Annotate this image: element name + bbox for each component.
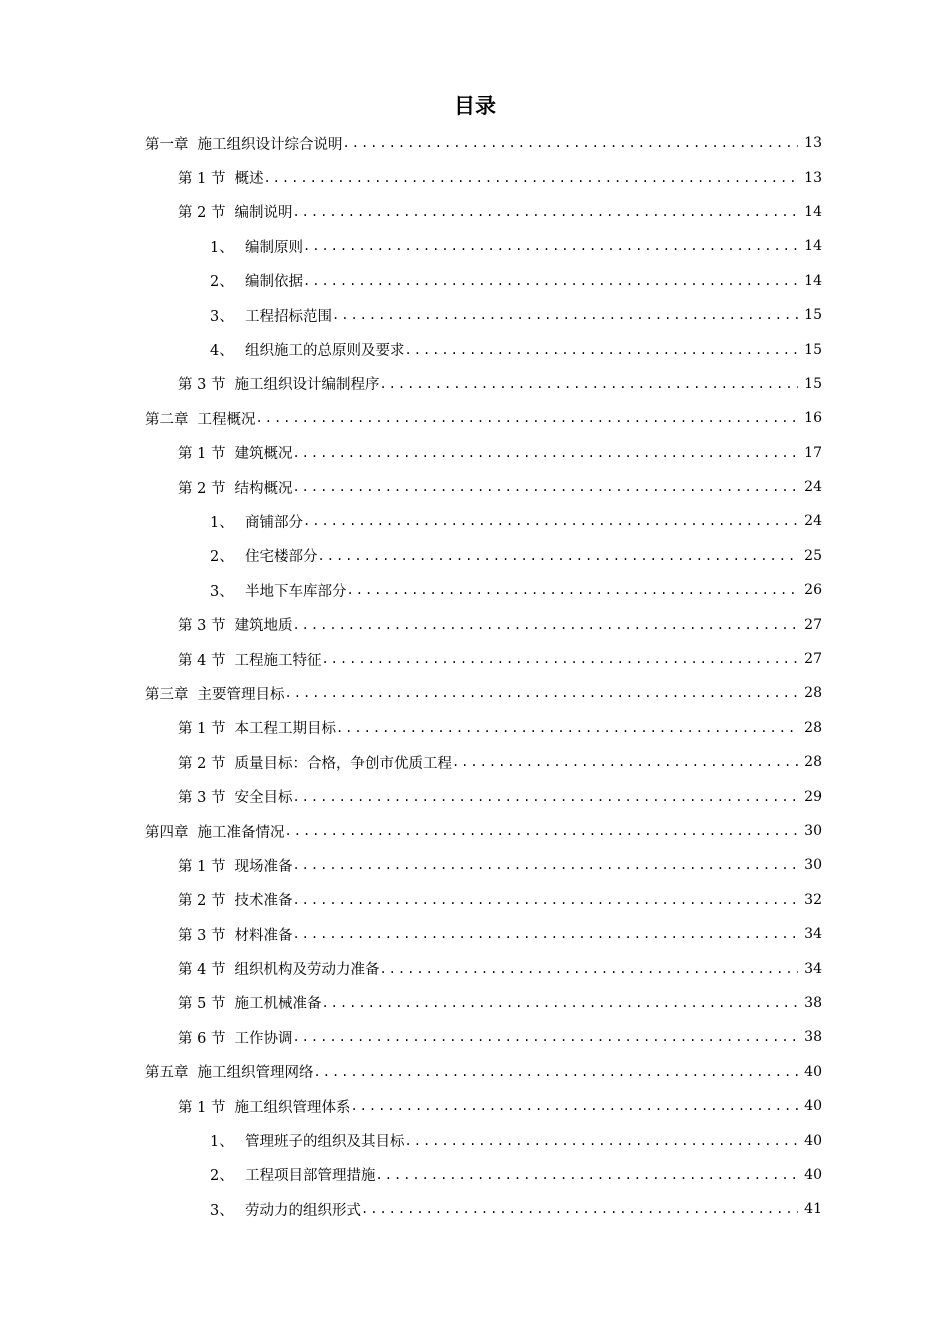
- toc-entry-page-number: 25: [804, 547, 822, 564]
- toc-entry-page-number: 27: [804, 651, 822, 668]
- toc-entry-title: 安全目标: [234, 790, 293, 807]
- toc-list: [0, 126, 950, 1227]
- toc-entry-number: 第 3 节: [178, 377, 226, 394]
- dot-leader: [285, 686, 799, 700]
- toc-entry[interactable]: [0, 160, 950, 194]
- toc-entry-page-number: 40: [804, 1063, 822, 1080]
- toc-entry-page-number: 32: [804, 891, 822, 908]
- toc-entry-page-number: 14: [804, 238, 822, 255]
- toc-entry-page-number: 40: [804, 1098, 822, 1115]
- toc-entry-number: 3、: [210, 1202, 234, 1219]
- toc-entry-title: 组织施工的总原则及要求: [245, 343, 405, 360]
- toc-entry[interactable]: [0, 986, 950, 1020]
- dot-leader: [285, 824, 799, 838]
- toc-entry-title: 半地下车库部分: [245, 583, 347, 600]
- toc-entry[interactable]: [0, 883, 950, 917]
- toc-entry-title: 住宅楼部分: [245, 549, 318, 566]
- toc-entry-title: 材料准备: [234, 927, 293, 944]
- toc-entry-number: 第五章: [145, 1065, 189, 1082]
- toc-entry-page-number: 24: [804, 479, 822, 496]
- toc-entry-title: 主要管理目标: [197, 686, 285, 703]
- dot-leader: [292, 790, 798, 804]
- toc-entry[interactable]: [0, 573, 950, 607]
- toc-entry-number: 第 2 节: [178, 893, 226, 910]
- toc-entry-number: 第 1 节: [178, 171, 226, 188]
- toc-entry-title: 现场准备: [234, 858, 293, 875]
- toc-entry[interactable]: [0, 470, 950, 504]
- toc-entry-number: 第 1 节: [178, 1099, 226, 1116]
- toc-entry-title: 施工机械准备: [234, 996, 322, 1013]
- toc-entry-number: 第 2 节: [178, 205, 226, 222]
- toc-entry-title: 商铺部分: [245, 514, 303, 531]
- toc-entry-number: 2、: [210, 274, 234, 291]
- toc-entry[interactable]: [0, 229, 950, 263]
- toc-entry-title: 施工组织管理网络: [197, 1065, 314, 1082]
- toc-entry-page-number: 15: [804, 341, 822, 358]
- toc-entry-page-number: 30: [804, 857, 822, 874]
- toc-entry[interactable]: [0, 1089, 950, 1123]
- dot-leader: [303, 239, 798, 253]
- toc-entry-number: 第 3 节: [178, 790, 226, 807]
- toc-entry-number: 2、: [210, 1168, 234, 1185]
- toc-entry-page-number: 15: [804, 307, 822, 324]
- toc-entry-title: 建筑地质: [234, 618, 293, 635]
- toc-entry-page-number: 17: [804, 444, 822, 461]
- toc-entry-page-number: 15: [804, 375, 822, 392]
- toc-entry-number: 第 4 节: [178, 962, 226, 979]
- toc-entry-title: 工程项目部管理措施: [245, 1168, 376, 1185]
- toc-entry[interactable]: [0, 1020, 950, 1054]
- dot-leader: [347, 583, 799, 597]
- dot-leader: [292, 480, 798, 494]
- toc-entry-number: 2、: [210, 549, 234, 566]
- dot-leader: [292, 893, 798, 907]
- toc-entry[interactable]: [0, 607, 950, 641]
- toc-entry-title: 工程招标范围: [245, 308, 332, 325]
- toc-entry-page-number: 13: [804, 169, 822, 186]
- toc-entry-number: 第三章: [145, 686, 189, 703]
- toc-entry-page-number: 38: [804, 994, 822, 1011]
- toc-entry-number: 第一章: [145, 136, 189, 153]
- dot-leader: [303, 274, 798, 288]
- toc-entry[interactable]: [0, 401, 950, 435]
- toc-entry-number: 第四章: [145, 824, 189, 841]
- toc-entry-page-number: 29: [804, 788, 822, 805]
- toc-entry-number: 1、: [210, 239, 234, 256]
- dot-leader: [321, 996, 798, 1010]
- toc-entry-number: 第 1 节: [178, 446, 226, 463]
- dot-leader: [292, 618, 798, 632]
- toc-entry-number: 第 3 节: [178, 927, 226, 944]
- toc-entry[interactable]: [0, 539, 950, 573]
- toc-entry[interactable]: [0, 642, 950, 676]
- dot-leader: [405, 1134, 799, 1148]
- toc-entry-title: 本工程工期目标: [234, 721, 336, 738]
- toc-entry-title: 技术准备: [234, 893, 293, 910]
- toc-entry[interactable]: [0, 814, 950, 848]
- toc-entry[interactable]: [0, 298, 950, 332]
- toc-entry-title: 施工组织设计综合说明: [197, 136, 343, 153]
- toc-entry-title: 工程概况: [197, 411, 256, 428]
- toc-entry-title: 施工组织设计编制程序: [234, 377, 380, 394]
- toc-entry-number: 第 4 节: [178, 652, 226, 669]
- dot-leader: [332, 308, 798, 322]
- toc-entry-page-number: 28: [804, 685, 822, 702]
- toc-entry-number: 第 2 节: [178, 480, 226, 497]
- toc-entry[interactable]: [0, 1192, 950, 1226]
- toc-entry-number: 第 1 节: [178, 721, 226, 738]
- toc-entry-number: 第 1 节: [178, 858, 226, 875]
- toc-entry-number: 4、: [210, 343, 234, 360]
- toc-entry-title: 工作协调: [234, 1030, 293, 1047]
- toc-entry[interactable]: [0, 332, 950, 366]
- dot-leader: [379, 962, 798, 976]
- toc-entry-page-number: 28: [804, 719, 822, 736]
- toc-entry-number: 1、: [210, 1134, 234, 1151]
- toc-entry-page-number: 34: [804, 926, 822, 943]
- toc-entry[interactable]: [0, 504, 950, 538]
- toc-entry[interactable]: [0, 1055, 950, 1089]
- toc-entry[interactable]: [0, 745, 950, 779]
- toc-entry-title: 编制原则: [245, 239, 303, 256]
- dot-leader: [321, 652, 798, 666]
- dot-leader: [303, 514, 798, 528]
- dot-leader: [379, 377, 798, 391]
- toc-entry-page-number: 40: [804, 1166, 822, 1183]
- dot-leader: [343, 136, 799, 150]
- dot-leader: [376, 1168, 799, 1182]
- toc-entry-title: 结构概况: [234, 480, 293, 497]
- dot-leader: [314, 1065, 799, 1079]
- toc-entry-title: 组织机构及劳动力准备: [234, 962, 380, 979]
- toc-entry-title: 施工组织管理体系: [234, 1099, 351, 1116]
- toc-entry[interactable]: [0, 711, 950, 745]
- toc-entry-title: 管理班子的组织及其目标: [245, 1134, 405, 1151]
- dot-leader: [318, 549, 799, 563]
- toc-entry-page-number: 30: [804, 823, 822, 839]
- toc-entry[interactable]: [0, 367, 950, 401]
- toc-entry-page-number: 41: [804, 1201, 822, 1218]
- toc-entry-number: 1、: [210, 514, 234, 531]
- toc-entry[interactable]: [0, 1123, 950, 1157]
- dot-leader: [292, 205, 798, 219]
- toc-entry[interactable]: [0, 126, 950, 160]
- toc-entry-page-number: 24: [804, 513, 822, 530]
- toc-entry-title: 施工准备情况: [197, 824, 285, 841]
- toc-entry[interactable]: [0, 917, 950, 951]
- toc-entry[interactable]: [0, 676, 950, 710]
- toc-entry-title: 建筑概况: [234, 446, 293, 463]
- toc-entry[interactable]: [0, 436, 950, 470]
- toc-entry-page-number: 34: [804, 960, 822, 977]
- dot-leader: [292, 1030, 798, 1044]
- toc-entry-page-number: 14: [804, 203, 822, 220]
- toc-entry[interactable]: [0, 1158, 950, 1192]
- toc-title: 目录: [454, 94, 496, 118]
- toc-entry-page-number: 26: [804, 582, 822, 599]
- toc-entry-title: 概述: [234, 171, 264, 188]
- toc-entry-number: 3、: [210, 583, 234, 600]
- toc-entry-title: 编制说明: [234, 205, 293, 222]
- dot-leader: [350, 1099, 798, 1113]
- dot-leader: [256, 411, 799, 425]
- toc-entry-page-number: 38: [804, 1029, 822, 1046]
- toc-entry-page-number: 28: [804, 754, 822, 771]
- toc-entry[interactable]: [0, 779, 950, 813]
- dot-leader: [452, 755, 798, 769]
- toc-entry-title: 质量目标：合格，争创市优质工程: [234, 755, 452, 772]
- toc-entry-page-number: 40: [804, 1132, 822, 1149]
- dot-leader: [361, 1202, 798, 1216]
- toc-entry[interactable]: [0, 195, 950, 229]
- toc-entry-number: 第 5 节: [178, 996, 226, 1013]
- toc-entry-page-number: 13: [804, 135, 822, 152]
- toc-entry-page-number: 27: [804, 616, 822, 633]
- toc-entry-number: 第 6 节: [178, 1030, 226, 1047]
- toc-entry[interactable]: [0, 951, 950, 985]
- toc-entry-number: 第二章: [145, 411, 189, 428]
- toc-entry-page-number: 16: [804, 410, 822, 427]
- toc-entry-number: 第 3 节: [178, 618, 226, 635]
- toc-entry-title: 劳动力的组织形式: [245, 1202, 361, 1219]
- toc-entry-number: 第 2 节: [178, 755, 226, 772]
- toc-entry-number: 3、: [210, 308, 234, 325]
- toc-entry-page-number: 14: [804, 272, 822, 289]
- dot-leader: [336, 721, 798, 735]
- toc-entry-title: 编制依据: [245, 274, 303, 291]
- dot-leader: [292, 858, 798, 872]
- dot-leader: [405, 343, 799, 357]
- toc-entry[interactable]: [0, 848, 950, 882]
- dot-leader: [292, 927, 798, 941]
- dot-leader: [263, 171, 798, 185]
- dot-leader: [292, 446, 798, 460]
- toc-entry[interactable]: [0, 264, 950, 298]
- toc-entry-title: 工程施工特征: [234, 652, 322, 669]
